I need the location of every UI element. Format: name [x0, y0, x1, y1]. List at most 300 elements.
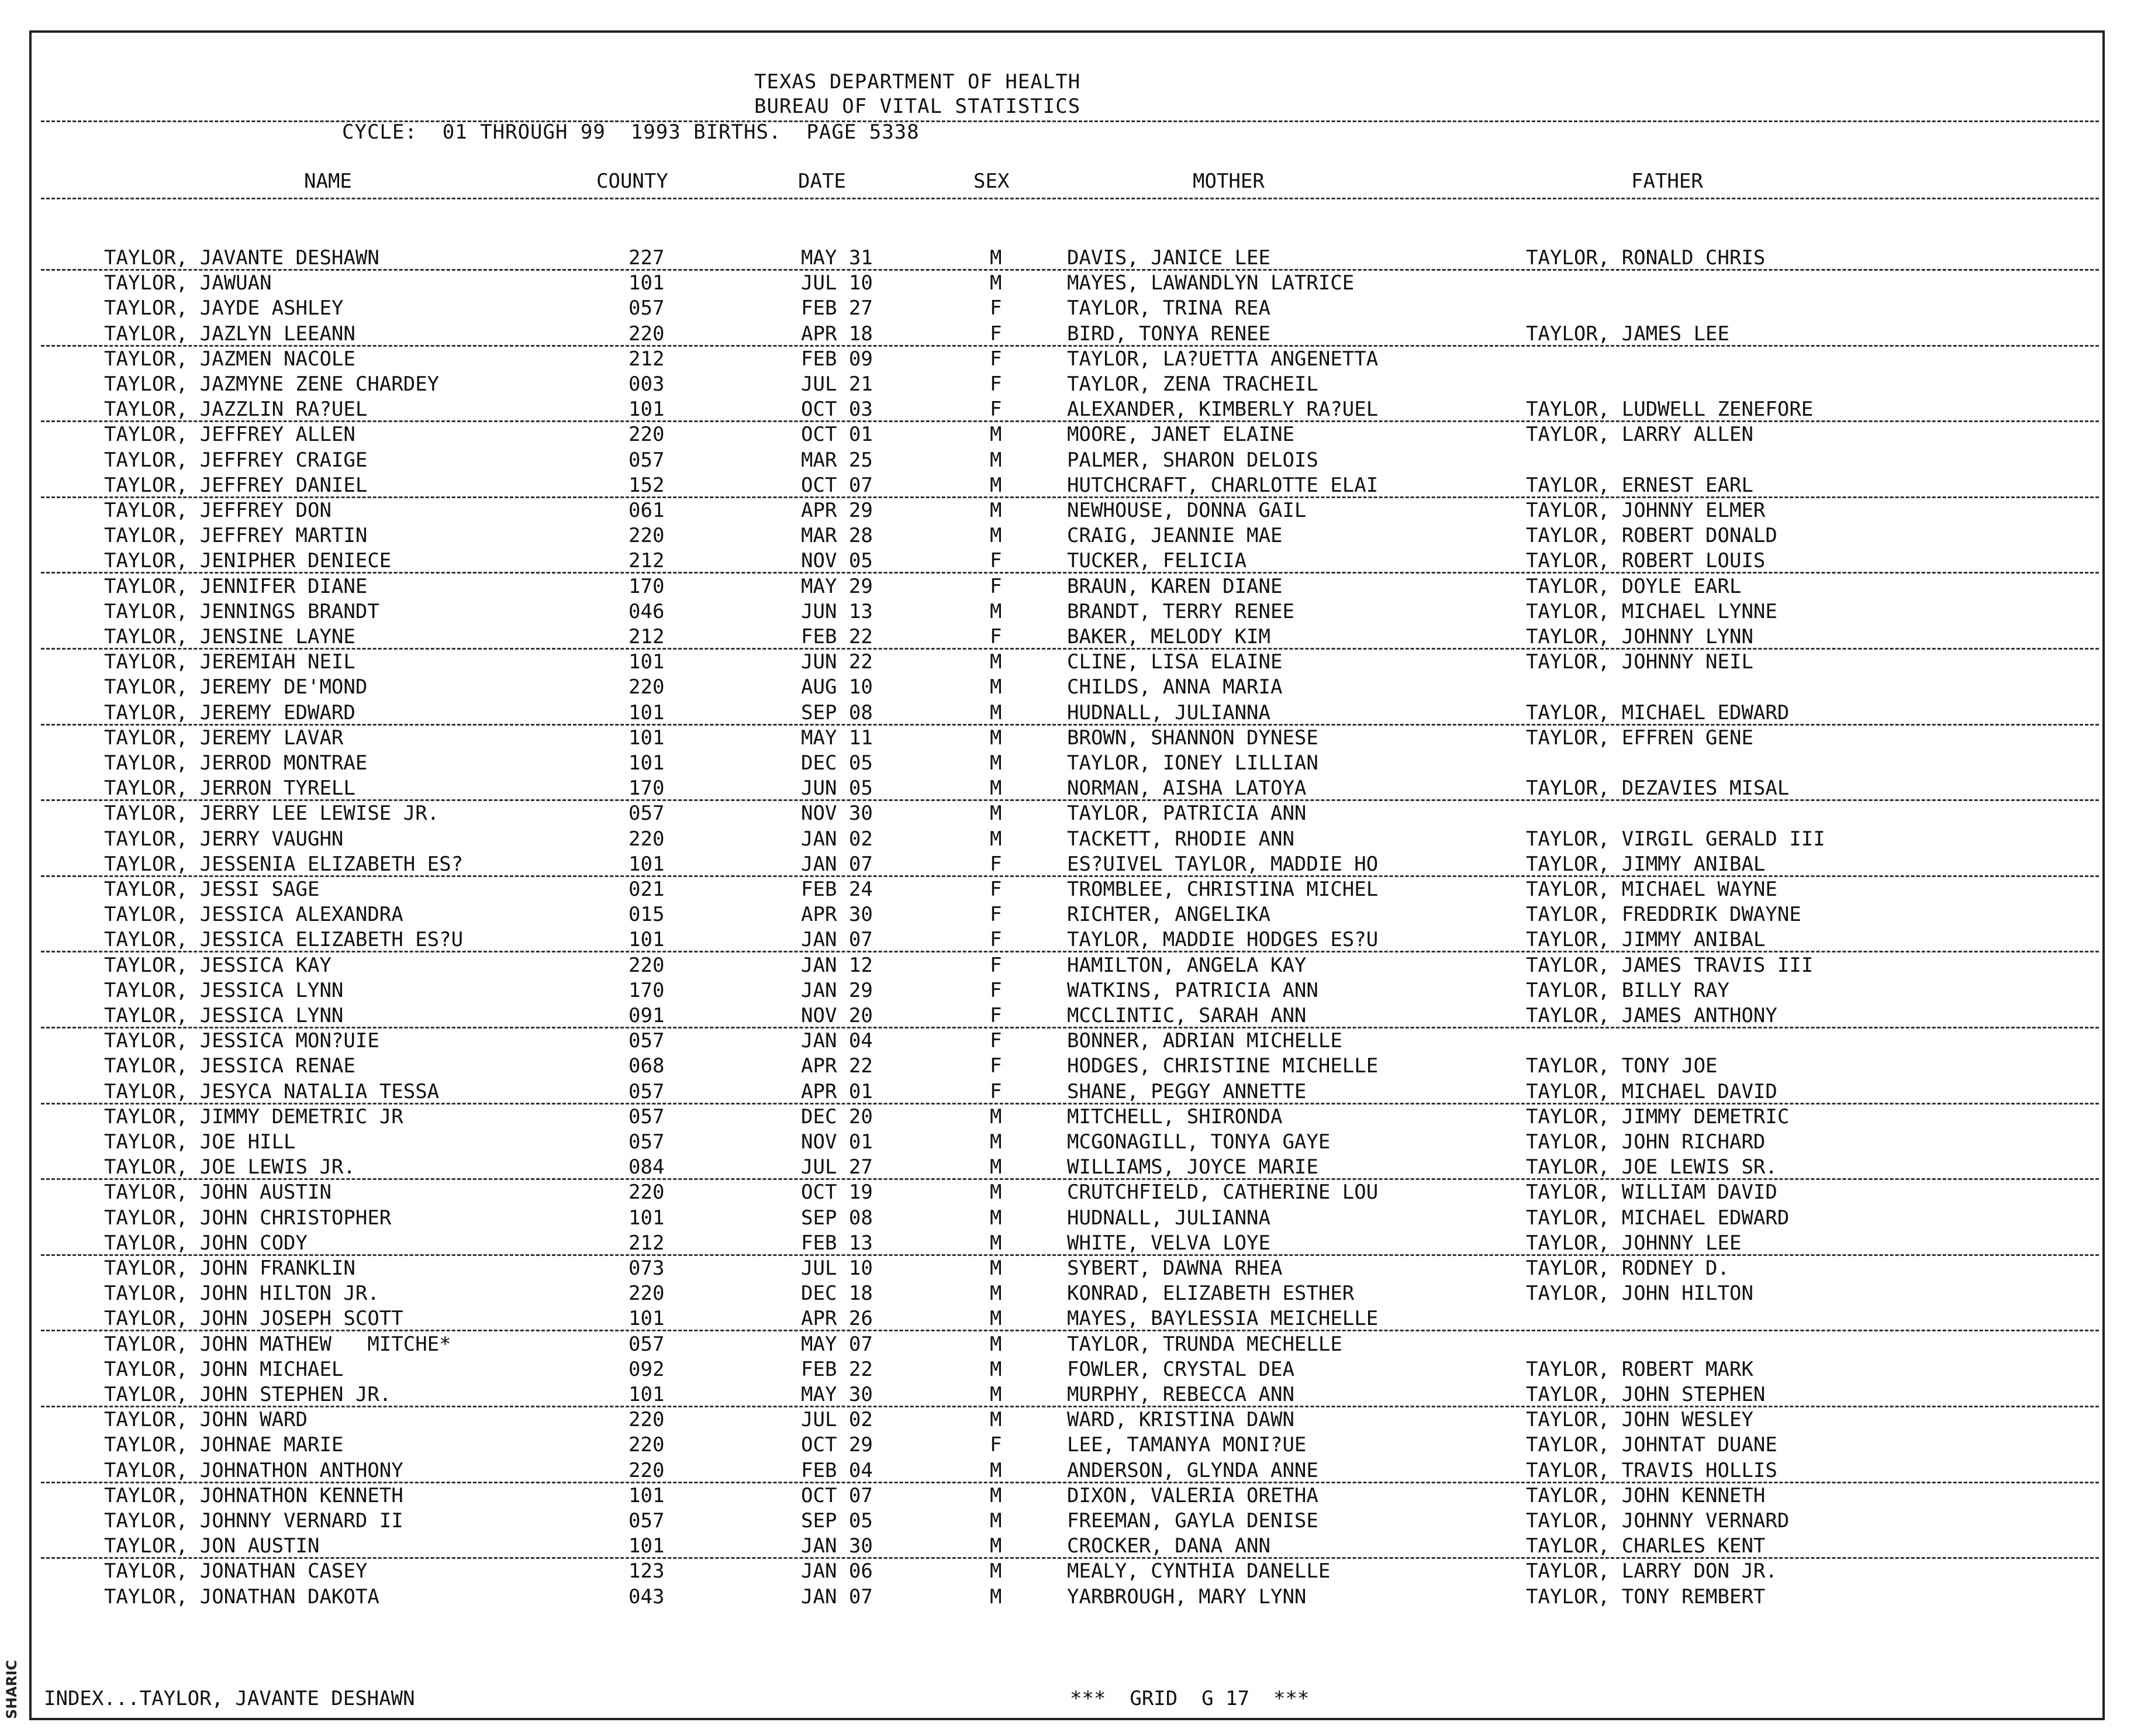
- cell-name: TAYLOR, JONATHAN CASEY: [104, 1559, 368, 1583]
- cell-county: 101: [629, 271, 665, 295]
- cell-father: TAYLOR, TONY REMBERT: [1526, 1585, 1766, 1609]
- table-row: [0, 953, 2134, 978]
- cell-county: 220: [629, 1408, 665, 1432]
- cell-county: 170: [629, 978, 665, 1002]
- cell-sex: F: [990, 1433, 1002, 1457]
- cell-father: TAYLOR, JOHN HILTON: [1526, 1282, 1753, 1306]
- table-row: [0, 548, 2134, 574]
- cell-father: TAYLOR, BILLY RAY: [1526, 978, 1729, 1002]
- cell-name: TAYLOR, JESSICA ELIZABETH ES?U: [104, 928, 464, 952]
- cell-father: TAYLOR, MICHAEL WAYNE: [1526, 878, 1777, 901]
- cell-county: 101: [629, 1206, 665, 1230]
- cell-mother: HUDNALL, JULIANNA: [1067, 700, 1270, 724]
- cell-name: TAYLOR, JOHNATHON KENNETH: [104, 1483, 403, 1507]
- table-row: [0, 574, 2134, 599]
- cell-mother: BONNER, ADRIAN MICHELLE: [1067, 1029, 1342, 1053]
- cell-county: 101: [629, 1483, 665, 1507]
- cell-sex: M: [990, 1130, 1002, 1154]
- cell-name: TAYLOR, JOHN AUSTIN: [104, 1181, 332, 1204]
- cell-father: TAYLOR, ROBERT LOUIS: [1526, 549, 1766, 573]
- cell-name: TAYLOR, JEFFREY ALLEN: [104, 423, 355, 447]
- cell-date: FEB 22: [801, 625, 873, 648]
- cell-sex: M: [990, 1534, 1002, 1558]
- cell-sex: F: [990, 928, 1002, 952]
- cell-sex: F: [990, 852, 1002, 876]
- cell-county: 220: [629, 524, 665, 548]
- table-row: [0, 1559, 2134, 1584]
- cell-mother: CRAIG, JEANNIE MAE: [1067, 524, 1283, 548]
- cell-father: TAYLOR, JOHN KENNETH: [1526, 1483, 1766, 1507]
- cell-father: TAYLOR, TONY JOE: [1526, 1054, 1718, 1078]
- cell-sex: M: [990, 675, 1002, 699]
- table-row: [0, 1281, 2134, 1306]
- cell-mother: TROMBLEE, CHRISTINA MICHEL: [1067, 878, 1379, 901]
- cell-mother: RICHTER, ANGELIKA: [1067, 903, 1270, 927]
- cell-sex: M: [990, 1559, 1002, 1583]
- table-row: [0, 1029, 2134, 1054]
- cell-mother: CHILDS, ANNA MARIA: [1067, 675, 1283, 699]
- cell-date: JUL 10: [801, 1257, 873, 1280]
- cell-name: TAYLOR, JAZLYN LEEANN: [104, 322, 355, 346]
- cell-name: TAYLOR, JEFFREY MARTIN: [104, 524, 368, 548]
- table-row: [0, 827, 2134, 852]
- cell-mother: DAVIS, JANICE LEE: [1067, 246, 1270, 270]
- cell-county: 092: [629, 1357, 665, 1381]
- table-row: [0, 1306, 2134, 1331]
- cell-mother: WATKINS, PATRICIA ANN: [1067, 978, 1318, 1002]
- cell-date: OCT 19: [801, 1181, 873, 1204]
- cell-county: 057: [629, 1509, 665, 1533]
- cell-date: JUL 21: [801, 372, 873, 396]
- cell-sex: M: [990, 1307, 1002, 1331]
- cell-name: TAYLOR, JEFFREY CRAIGE: [104, 448, 368, 472]
- cell-name: TAYLOR, JERRON TYRELL: [104, 776, 355, 800]
- cell-name: TAYLOR, JOE HILL: [104, 1130, 296, 1154]
- cell-sex: F: [990, 878, 1002, 901]
- cell-name: TAYLOR, JAWUAN: [104, 271, 272, 295]
- table-row: [0, 322, 2134, 347]
- table-row: [0, 927, 2134, 952]
- cell-county: 003: [629, 372, 665, 396]
- cell-date: JAN 02: [801, 827, 873, 851]
- cell-date: DEC 20: [801, 1105, 873, 1128]
- table-row: [0, 801, 2134, 826]
- cell-mother: MCCLINTIC, SARAH ANN: [1067, 1004, 1307, 1027]
- cell-mother: FOWLER, CRYSTAL DEA: [1067, 1357, 1294, 1381]
- cell-county: 220: [629, 1282, 665, 1306]
- cell-sex: F: [990, 1004, 1002, 1027]
- cell-county: 057: [629, 1029, 665, 1053]
- table-row: [0, 1534, 2134, 1559]
- cell-sex: M: [990, 827, 1002, 851]
- table-row: [0, 675, 2134, 700]
- cell-sex: M: [990, 1105, 1002, 1128]
- cell-father: TAYLOR, JIMMY DEMETRIC: [1526, 1105, 1790, 1128]
- cell-county: 057: [629, 1130, 665, 1154]
- cell-mother: MITCHELL, SHIRONDA: [1067, 1105, 1283, 1128]
- cell-county: 212: [629, 1231, 665, 1255]
- cell-date: OCT 07: [801, 473, 873, 497]
- cell-name: TAYLOR, JOHN FRANKLIN: [104, 1257, 355, 1280]
- col-header-mother: MOTHER: [1193, 170, 1265, 193]
- table-row: [0, 1382, 2134, 1407]
- table-row: [0, 1231, 2134, 1256]
- cell-mother: MURPHY, REBECCA ANN: [1067, 1383, 1294, 1406]
- cell-mother: NEWHOUSE, DONNA GAIL: [1067, 499, 1307, 522]
- cell-sex: F: [990, 1079, 1002, 1103]
- table-row: [0, 1357, 2134, 1382]
- cell-mother: FREEMAN, GAYLA DENISE: [1067, 1509, 1318, 1533]
- table-row: [0, 1509, 2134, 1534]
- cell-date: JUN 05: [801, 776, 873, 800]
- cell-name: TAYLOR, JESSICA LYNN: [104, 1004, 344, 1027]
- cell-date: JUN 13: [801, 599, 873, 623]
- cell-county: 073: [629, 1257, 665, 1280]
- cell-name: TAYLOR, JOHNNY VERNARD II: [104, 1509, 403, 1533]
- cell-date: JAN 04: [801, 1029, 873, 1053]
- cell-father: TAYLOR, JIMMY ANIBAL: [1526, 852, 1766, 876]
- cell-date: NOV 01: [801, 1130, 873, 1154]
- cell-date: FEB 13: [801, 1231, 873, 1255]
- cell-name: TAYLOR, JENNIFER DIANE: [104, 574, 368, 598]
- cell-date: DEC 18: [801, 1282, 873, 1306]
- table-row: [0, 1130, 2134, 1155]
- cell-father: TAYLOR, JIMMY ANIBAL: [1526, 928, 1766, 952]
- cell-mother: TACKETT, RHODIE ANN: [1067, 827, 1294, 851]
- cell-date: MAY 29: [801, 574, 873, 598]
- cell-sex: M: [990, 751, 1002, 775]
- table-row: [0, 599, 2134, 624]
- table-row: [0, 1206, 2134, 1231]
- cell-county: 101: [629, 398, 665, 422]
- cell-name: TAYLOR, JOHN WARD: [104, 1408, 308, 1432]
- cell-county: 220: [629, 1433, 665, 1457]
- table-row: [0, 448, 2134, 473]
- cell-date: MAY 11: [801, 726, 873, 750]
- cell-mother: HODGES, CHRISTINE MICHELLE: [1067, 1054, 1379, 1078]
- cell-sex: F: [990, 978, 1002, 1002]
- table-row: [0, 700, 2134, 726]
- table-row: [0, 347, 2134, 372]
- table-row: [0, 523, 2134, 548]
- cell-father: TAYLOR, ERNEST EARL: [1526, 473, 1753, 497]
- table-row: [0, 473, 2134, 498]
- cell-sex: M: [990, 524, 1002, 548]
- cell-father: TAYLOR, DOYLE EARL: [1526, 574, 1742, 598]
- cell-county: 101: [629, 751, 665, 775]
- cell-county: 057: [629, 802, 665, 826]
- cell-date: MAY 31: [801, 246, 873, 270]
- cell-mother: WHITE, VELVA LOYE: [1067, 1231, 1270, 1255]
- cell-mother: MAYES, LAWANDLYN LATRICE: [1067, 271, 1355, 295]
- cell-mother: YARBROUGH, MARY LYNN: [1067, 1585, 1307, 1609]
- cell-sex: M: [990, 1231, 1002, 1255]
- cell-sex: F: [990, 625, 1002, 648]
- cell-county: 046: [629, 599, 665, 623]
- cell-county: 170: [629, 574, 665, 598]
- cell-father: TAYLOR, RONALD CHRIS: [1526, 246, 1766, 270]
- cell-sex: M: [990, 1458, 1002, 1482]
- cell-date: JAN 06: [801, 1559, 873, 1583]
- cell-county: 057: [629, 1332, 665, 1356]
- cell-county: 212: [629, 549, 665, 573]
- cell-mother: SHANE, PEGGY ANNETTE: [1067, 1079, 1307, 1103]
- cell-sex: M: [990, 1206, 1002, 1230]
- cell-father: TAYLOR, FREDDRIK DWAYNE: [1526, 903, 1801, 927]
- cell-father: TAYLOR, JOHNNY LYNN: [1526, 625, 1753, 648]
- cell-name: TAYLOR, JESSENIA ELIZABETH ES?: [104, 852, 464, 876]
- footer-grid: *** GRID G 17 ***: [1070, 1687, 1310, 1710]
- cell-name: TAYLOR, JOHNAE MARIE: [104, 1433, 344, 1457]
- side-label: SHARIC: [4, 1660, 20, 1719]
- title-line-1: TEXAS DEPARTMENT OF HEALTH: [754, 70, 1081, 94]
- cell-county: 101: [629, 726, 665, 750]
- cell-name: TAYLOR, JAZMEN NACOLE: [104, 347, 355, 371]
- cell-sex: M: [990, 448, 1002, 472]
- cell-date: NOV 30: [801, 802, 873, 826]
- cell-county: 212: [629, 347, 665, 371]
- cell-mother: MOORE, JANET ELAINE: [1067, 423, 1294, 447]
- cell-father: TAYLOR, RODNEY D.: [1526, 1257, 1729, 1280]
- table-row: [0, 1054, 2134, 1079]
- table-row: [0, 1105, 2134, 1130]
- cell-name: TAYLOR, JEFFREY DANIEL: [104, 473, 368, 497]
- cell-county: 057: [629, 296, 665, 320]
- cell-father: TAYLOR, LARRY ALLEN: [1526, 423, 1753, 447]
- cell-name: TAYLOR, JERROD MONTRAE: [104, 751, 368, 775]
- table-row: [0, 1003, 2134, 1029]
- cell-date: JUL 02: [801, 1408, 873, 1432]
- cell-name: TAYLOR, JOHN CODY: [104, 1231, 308, 1255]
- cell-father: TAYLOR, JOHN WESLEY: [1526, 1408, 1753, 1432]
- cell-father: TAYLOR, MICHAEL DAVID: [1526, 1079, 1777, 1103]
- footer-index: INDEX...TAYLOR, JAVANTE DESHAWN: [44, 1687, 415, 1710]
- cell-father: TAYLOR, LARRY DON JR.: [1526, 1559, 1777, 1583]
- cell-mother: TAYLOR, MADDIE HODGES ES?U: [1067, 928, 1379, 952]
- cell-county: 057: [629, 1079, 665, 1103]
- cell-county: 101: [629, 650, 665, 674]
- cell-mother: TAYLOR, PATRICIA ANN: [1067, 802, 1307, 826]
- cell-name: TAYLOR, JOHN JOSEPH SCOTT: [104, 1307, 403, 1331]
- cell-county: 043: [629, 1585, 665, 1609]
- cell-mother: HUTCHCRAFT, CHARLOTTE ELAI: [1067, 473, 1379, 497]
- cell-name: TAYLOR, JON AUSTIN: [104, 1534, 320, 1558]
- cell-father: TAYLOR, WILLIAM DAVID: [1526, 1181, 1777, 1204]
- cell-county: 220: [629, 827, 665, 851]
- cell-mother: BAKER, MELODY KIM: [1067, 625, 1270, 648]
- table-row: [0, 1256, 2134, 1281]
- cell-father: TAYLOR, EFFREN GENE: [1526, 726, 1753, 750]
- cell-sex: M: [990, 1155, 1002, 1179]
- cell-name: TAYLOR, JONATHAN DAKOTA: [104, 1585, 379, 1609]
- cell-father: TAYLOR, MICHAEL LYNNE: [1526, 599, 1777, 623]
- cell-date: AUG 10: [801, 675, 873, 699]
- cell-date: OCT 03: [801, 398, 873, 422]
- cell-name: TAYLOR, JEREMIAH NEIL: [104, 650, 355, 674]
- table-row: [0, 1155, 2134, 1180]
- cell-sex: M: [990, 1181, 1002, 1204]
- cell-father: TAYLOR, JOHNNY ELMER: [1526, 499, 1766, 522]
- table-row: [0, 397, 2134, 422]
- cell-name: TAYLOR, JESSICA LYNN: [104, 978, 344, 1002]
- cell-sex: F: [990, 574, 1002, 598]
- cell-sex: M: [990, 1483, 1002, 1507]
- table-row: [0, 1585, 2134, 1610]
- cell-sex: F: [990, 347, 1002, 371]
- cell-sex: F: [990, 296, 1002, 320]
- cell-mother: BROWN, SHANNON DYNESE: [1067, 726, 1318, 750]
- title-line-2: BUREAU OF VITAL STATISTICS: [754, 95, 1081, 118]
- cell-father: TAYLOR, JOHNNY LEE: [1526, 1231, 1742, 1255]
- cell-father: TAYLOR, ROBERT MARK: [1526, 1357, 1753, 1381]
- cell-county: 101: [629, 1383, 665, 1406]
- cell-mother: MCGONAGILL, TONYA GAYE: [1067, 1130, 1331, 1154]
- cell-name: TAYLOR, JEREMY LAVAR: [104, 726, 344, 750]
- cell-date: DEC 05: [801, 751, 873, 775]
- header-divider-bottom: [41, 198, 2099, 199]
- cell-father: TAYLOR, LUDWELL ZENEFORE: [1526, 398, 1814, 422]
- cell-name: TAYLOR, JOHN HILTON JR.: [104, 1282, 379, 1306]
- cell-father: TAYLOR, TRAVIS HOLLIS: [1526, 1458, 1777, 1482]
- cell-mother: LEE, TAMANYA MONI?UE: [1067, 1433, 1307, 1457]
- cell-name: TAYLOR, JAYDE ASHLEY: [104, 296, 344, 320]
- col-header-date: DATE: [798, 170, 846, 193]
- cell-county: 220: [629, 322, 665, 346]
- cell-sex: F: [990, 398, 1002, 422]
- cell-mother: CROCKER, DANA ANN: [1067, 1534, 1270, 1558]
- cell-sex: F: [990, 1054, 1002, 1078]
- cell-name: TAYLOR, JAZMYNE ZENE CHARDEY: [104, 372, 440, 396]
- cell-date: MAY 30: [801, 1383, 873, 1406]
- cell-date: JUN 22: [801, 650, 873, 674]
- cell-mother: CRUTCHFIELD, CATHERINE LOU: [1067, 1181, 1379, 1204]
- cell-county: 101: [629, 700, 665, 724]
- cell-father: TAYLOR, JOHN RICHARD: [1526, 1130, 1766, 1154]
- cell-name: TAYLOR, JESYCA NATALIA TESSA: [104, 1079, 440, 1103]
- cell-county: 015: [629, 903, 665, 927]
- cell-date: SEP 08: [801, 700, 873, 724]
- cell-date: JUL 27: [801, 1155, 873, 1179]
- cell-mother: TAYLOR, LA?UETTA ANGENETTA: [1067, 347, 1379, 371]
- cell-name: TAYLOR, JENSINE LAYNE: [104, 625, 355, 648]
- table-row: [0, 271, 2134, 296]
- cell-mother: TAYLOR, IONEY LILLIAN: [1067, 751, 1318, 775]
- cell-sex: F: [990, 372, 1002, 396]
- cell-county: 220: [629, 1181, 665, 1204]
- table-row: [0, 1407, 2134, 1433]
- cell-mother: HUDNALL, JULIANNA: [1067, 1206, 1270, 1230]
- cell-sex: F: [990, 549, 1002, 573]
- col-header-sex: SEX: [973, 170, 1010, 193]
- col-header-father: FATHER: [1631, 170, 1703, 193]
- cell-name: TAYLOR, JESSICA RENAE: [104, 1054, 355, 1078]
- cell-name: TAYLOR, JENNINGS BRANDT: [104, 599, 379, 623]
- cell-father: TAYLOR, MICHAEL EDWARD: [1526, 1206, 1790, 1230]
- cell-father: TAYLOR, JAMES ANTHONY: [1526, 1004, 1777, 1027]
- cell-date: OCT 29: [801, 1433, 873, 1457]
- cell-date: JAN 07: [801, 928, 873, 952]
- cell-name: TAYLOR, JESSI SAGE: [104, 878, 320, 901]
- cell-sex: M: [990, 802, 1002, 826]
- cell-sex: M: [990, 650, 1002, 674]
- cell-sex: M: [990, 726, 1002, 750]
- table-row: [0, 1483, 2134, 1509]
- cell-mother: BRANDT, TERRY RENEE: [1067, 599, 1294, 623]
- cell-date: SEP 08: [801, 1206, 873, 1230]
- cell-mother: BIRD, TONYA RENEE: [1067, 322, 1270, 346]
- cell-county: 220: [629, 675, 665, 699]
- table-row: [0, 776, 2134, 801]
- cell-date: FEB 27: [801, 296, 873, 320]
- table-row: [0, 852, 2134, 877]
- cell-sex: M: [990, 423, 1002, 447]
- cell-date: MAY 07: [801, 1332, 873, 1356]
- cell-mother: MAYES, BAYLESSIA MEICHELLE: [1067, 1307, 1379, 1331]
- cell-sex: M: [990, 1282, 1002, 1306]
- cell-date: MAR 28: [801, 524, 873, 548]
- cell-mother: MEALY, CYNTHIA DANELLE: [1067, 1559, 1331, 1583]
- cell-county: 152: [629, 473, 665, 497]
- cell-mother: ES?UIVEL TAYLOR, MADDIE HO: [1067, 852, 1379, 876]
- cell-date: JAN 29: [801, 978, 873, 1002]
- cell-mother: NORMAN, AISHA LATOYA: [1067, 776, 1307, 800]
- table-row: [0, 726, 2134, 751]
- cell-date: APR 18: [801, 322, 873, 346]
- cell-sex: M: [990, 1509, 1002, 1533]
- cell-date: APR 22: [801, 1054, 873, 1078]
- cycle-line: CYCLE: 01 THROUGH 99 1993 BIRTHS. PAGE 5338: [342, 120, 920, 144]
- cell-mother: WILLIAMS, JOYCE MARIE: [1067, 1155, 1318, 1179]
- cell-county: 091: [629, 1004, 665, 1027]
- cell-name: TAYLOR, JOE LEWIS JR.: [104, 1155, 355, 1179]
- cell-date: APR 29: [801, 499, 873, 522]
- cell-father: TAYLOR, JOHNNY NEIL: [1526, 650, 1753, 674]
- cell-sex: M: [990, 246, 1002, 270]
- cell-date: JAN 07: [801, 852, 873, 876]
- cell-sex: M: [990, 599, 1002, 623]
- cell-mother: HAMILTON, ANGELA KAY: [1067, 953, 1307, 977]
- table-row: [0, 1079, 2134, 1105]
- cell-county: 084: [629, 1155, 665, 1179]
- cell-sex: M: [990, 499, 1002, 522]
- cell-county: 220: [629, 423, 665, 447]
- cell-sex: M: [990, 473, 1002, 497]
- table-row: [0, 1458, 2134, 1483]
- table-row: [0, 877, 2134, 902]
- cell-county: 101: [629, 928, 665, 952]
- table-row: [0, 751, 2134, 776]
- cell-sex: M: [990, 700, 1002, 724]
- table-row: [0, 1433, 2134, 1458]
- cell-father: TAYLOR, VIRGIL GERALD III: [1526, 827, 1825, 851]
- cell-county: 021: [629, 878, 665, 901]
- cell-mother: CLINE, LISA ELAINE: [1067, 650, 1283, 674]
- cell-name: TAYLOR, JIMMY DEMETRIC JR: [104, 1105, 403, 1128]
- cell-father: TAYLOR, JOHNNY VERNARD: [1526, 1509, 1790, 1533]
- cell-father: TAYLOR, JOE LEWIS SR.: [1526, 1155, 1777, 1179]
- table-row: [0, 650, 2134, 675]
- cell-date: APR 01: [801, 1079, 873, 1103]
- cell-date: NOV 20: [801, 1004, 873, 1027]
- cell-father: TAYLOR, JAMES LEE: [1526, 322, 1729, 346]
- table-row: [0, 246, 2134, 271]
- cell-name: TAYLOR, JAZZLIN RA?UEL: [104, 398, 368, 422]
- cell-date: SEP 05: [801, 1509, 873, 1533]
- cell-county: 068: [629, 1054, 665, 1078]
- cell-father: TAYLOR, ROBERT DONALD: [1526, 524, 1777, 548]
- cell-sex: F: [990, 953, 1002, 977]
- cell-name: TAYLOR, JOHN STEPHEN JR.: [104, 1383, 392, 1406]
